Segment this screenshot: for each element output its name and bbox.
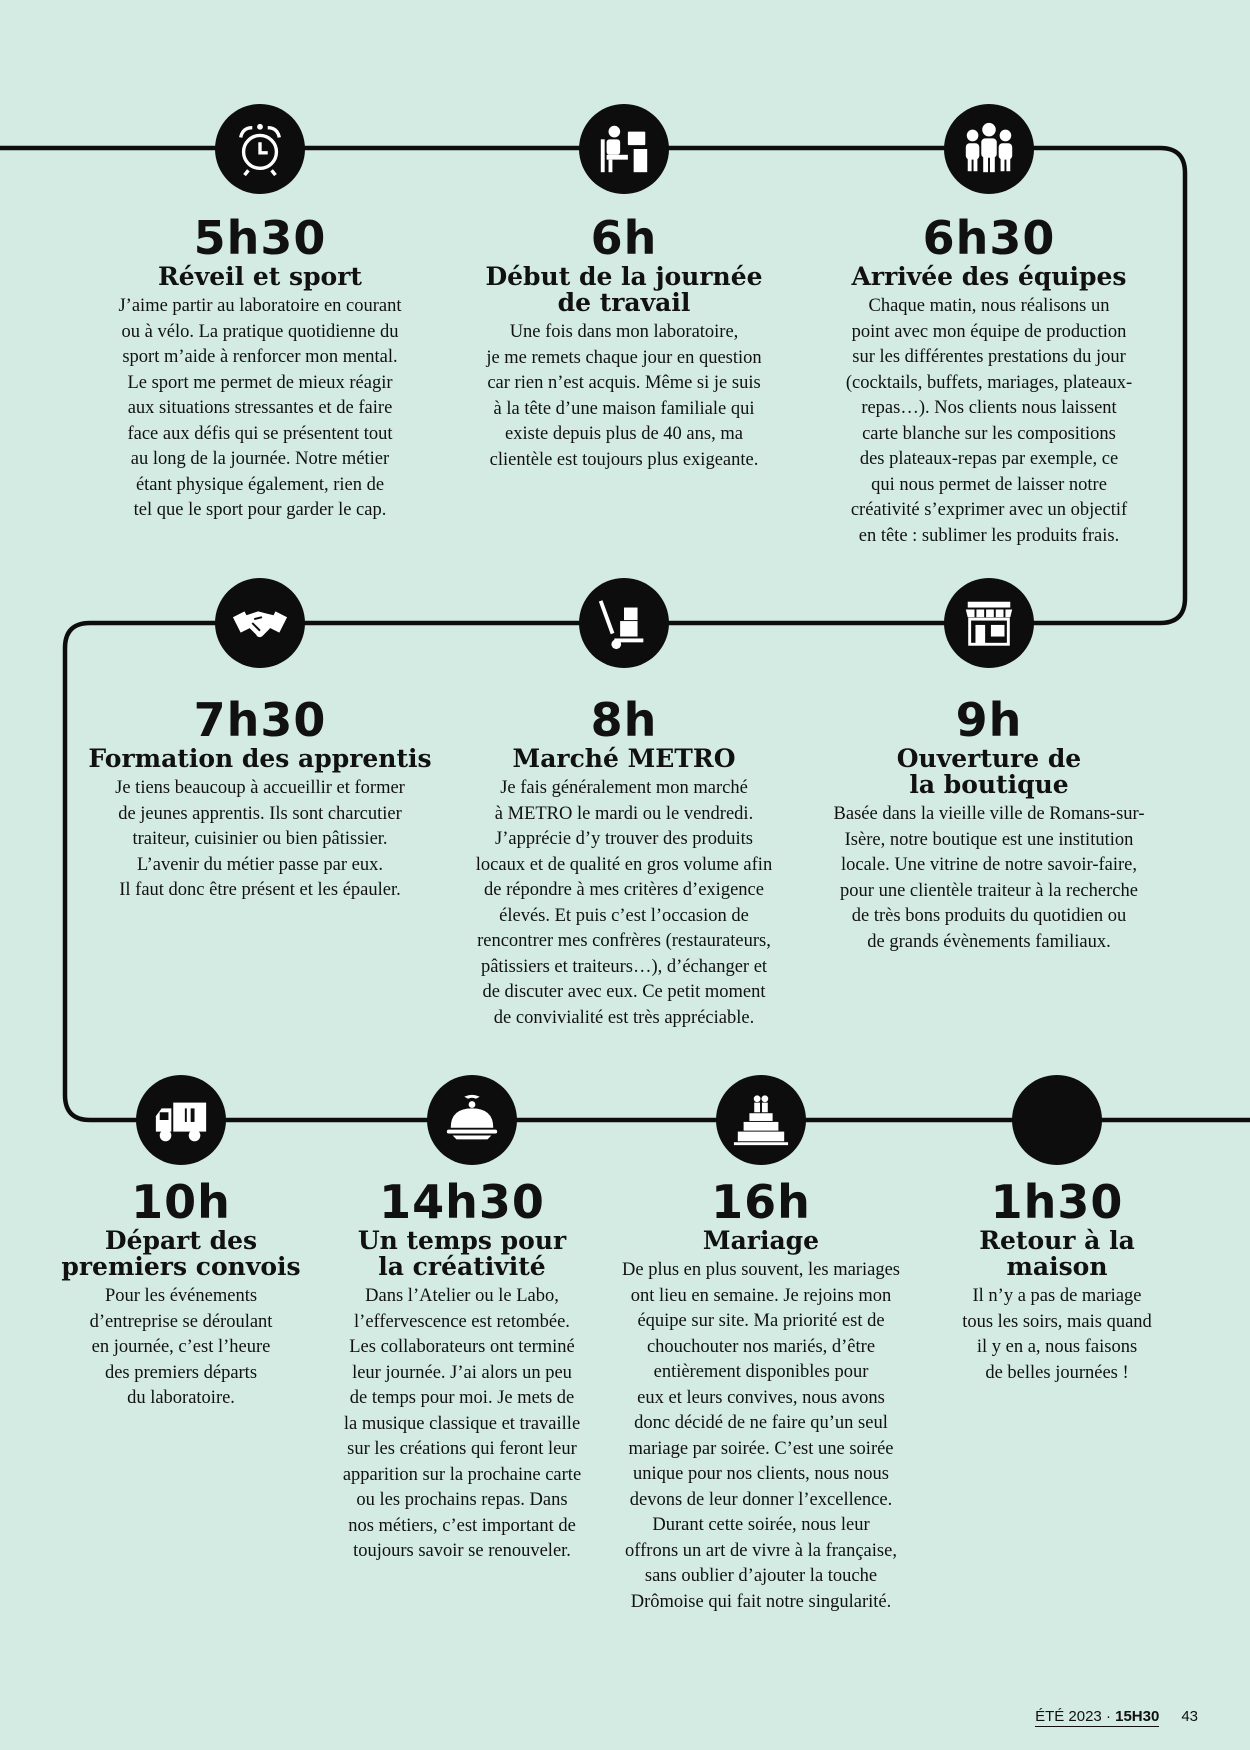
page-number: 43 xyxy=(1181,1708,1198,1725)
timeline-item-10h xyxy=(56,1175,306,1412)
page-footer xyxy=(1035,1708,1198,1725)
timeline-item-7h30 xyxy=(70,693,450,904)
timeline-item-14h30 xyxy=(322,1175,602,1565)
item-body: Chaque matin, nous réalisons un point avec mon équipe de production sur les différentes prestations du jour (cocktails, buffets, mariages, plateaux- repas…). Nos clients nous laissent carte blanche sur les compositions des plateaux-repas par exemple, ce qui nous permet de laisser notre créativité s’exprimer avec un objectif en tête : sublimer les produits frais. xyxy=(845,296,1133,546)
timeline-item-5h30 xyxy=(80,211,440,524)
time-label: 9h xyxy=(955,693,1023,747)
timeline-item-8h xyxy=(444,693,804,1031)
item-body: De plus en plus souvent, les mariages ont lieu en semaine. Je rejoins mon équipe sur site. Ma priorité est de chouchouter nos mariés, d’être entièrement disponibles pour eux et leurs convives, nous avons donc décidé de ne faire qu’un seul mariage par soirée. C’est une soirée unique pour nos clients, nous nous devons de leur donner l’excellence. Durant cette soirée, nous leur offrons un art de vivre à la française, sans oublier d’ajouter la touche Drômoise qui fait notre singularité. xyxy=(622,1260,900,1612)
magazine-brand: 15H30 xyxy=(1115,1708,1160,1725)
item-body: Je tiens beaucoup à accueillir et former de jeunes apprentis. Ils sont charcutier traiteur, cuisinier ou bien pâtissier. L’avenir du métier passe par eux. Il faut donc être présent et les épauler. xyxy=(115,778,405,900)
timeline-item-1h30 xyxy=(922,1175,1192,1386)
alarm-clock-icon xyxy=(215,104,305,194)
timeline-item-16h xyxy=(616,1175,906,1615)
item-title: Formation des apprentis xyxy=(88,744,432,773)
time-label: 1h30 xyxy=(990,1175,1124,1229)
time-label: 7h30 xyxy=(193,693,327,747)
team-icon xyxy=(944,104,1034,194)
time-label: 6h30 xyxy=(922,211,1056,265)
item-body: Il n’y a pas de mariage tous les soirs, mais quand il y en a, nous faisons de belles journées ! xyxy=(962,1286,1152,1383)
item-body: Pour les événements d’entreprise se déroulant en journée, c’est l’heure des premiers départs du laboratoire. xyxy=(89,1286,273,1408)
timeline-item-9h xyxy=(809,693,1169,955)
item-title: Ouverture de la boutique xyxy=(896,744,1082,799)
time-label: 5h30 xyxy=(193,211,327,265)
item-title: Marché METRO xyxy=(512,744,736,773)
item-body: Je fais généralement mon marché à METRO le mardi ou le vendredi. J’apprécie d’y trouver des produits locaux et de qualité en gros volume afin de répondre à mes critères d’exigence élevés. Et puis c’est l’occasion de rencontrer mes confrères (restaurateurs, pâtissiers et traiteurs…), d’échanger et de discuter avec eux. Ce petit moment de convivialité est très appréciable. xyxy=(475,778,773,1028)
item-title: Réveil et sport xyxy=(158,262,362,291)
issue-label: ÉTÉ 2023 · xyxy=(1035,1708,1116,1725)
item-body: J’aime partir au laboratoire en courant ou à vélo. La pratique quotidienne du sport m’aide à renforcer mon mental. Le sport me permet de mieux réagir aux situations stressantes et de faire face aux défis qui se présentent tout au long de la journée. Notre métier étant physique également, rien de tel que le sport pour garder le cap. xyxy=(118,296,402,520)
time-label: 6h xyxy=(590,211,658,265)
cloche-icon xyxy=(427,1075,517,1165)
timeline-item-6h30 xyxy=(809,211,1169,549)
timeline-item-6h xyxy=(444,211,804,473)
item-title: Début de la journée de travail xyxy=(485,262,763,317)
time-label: 16h xyxy=(711,1175,811,1229)
item-title: Retour à la maison xyxy=(979,1226,1135,1281)
desk-worker-icon xyxy=(579,104,669,194)
shop-icon xyxy=(944,578,1034,668)
wedding-cake-icon xyxy=(716,1075,806,1165)
item-body: Basée dans la vieille ville de Romans-sur- Isère, notre boutique est une institution locale. Une vitrine de notre savoir-faire, pour une clientèle traiteur à la recherche de très bons produits du quotidien ou de grands évènements familiaux. xyxy=(833,804,1145,952)
item-title: Départ des premiers convois xyxy=(61,1226,301,1281)
delivery-truck-icon xyxy=(136,1075,226,1165)
handshake-icon xyxy=(215,578,305,668)
hand-truck-icon xyxy=(579,578,669,668)
time-label: 14h30 xyxy=(379,1175,545,1229)
time-label: 8h xyxy=(590,693,658,747)
item-body: Une fois dans mon laboratoire, je me remets chaque jour en question car rien n’est acquis. Même si je suis à la tête d’une maison familiale qui existe depuis plus de 40 ans, ma clientèle est toujours plus exigeante. xyxy=(486,322,762,470)
time-label: 10h xyxy=(131,1175,231,1229)
item-title: Arrivée des équipes xyxy=(851,262,1127,291)
magazine-issue xyxy=(1035,1708,1159,1727)
moon-icon xyxy=(1012,1075,1102,1165)
item-body: Dans l’Atelier ou le Labo, l’effervescence est retombée. Les collaborateurs ont terminé leur journée. J’ai alors un peu de temps pour moi. Je mets de la musique classique et travaille sur les créations qui feront leur apparition sur la prochaine carte ou les prochains repas. Dans nos métiers, c’est important de toujours savoir se renouveler. xyxy=(342,1286,582,1561)
item-title: Mariage xyxy=(702,1226,820,1255)
item-title: Un temps pour la créativité xyxy=(357,1226,567,1281)
